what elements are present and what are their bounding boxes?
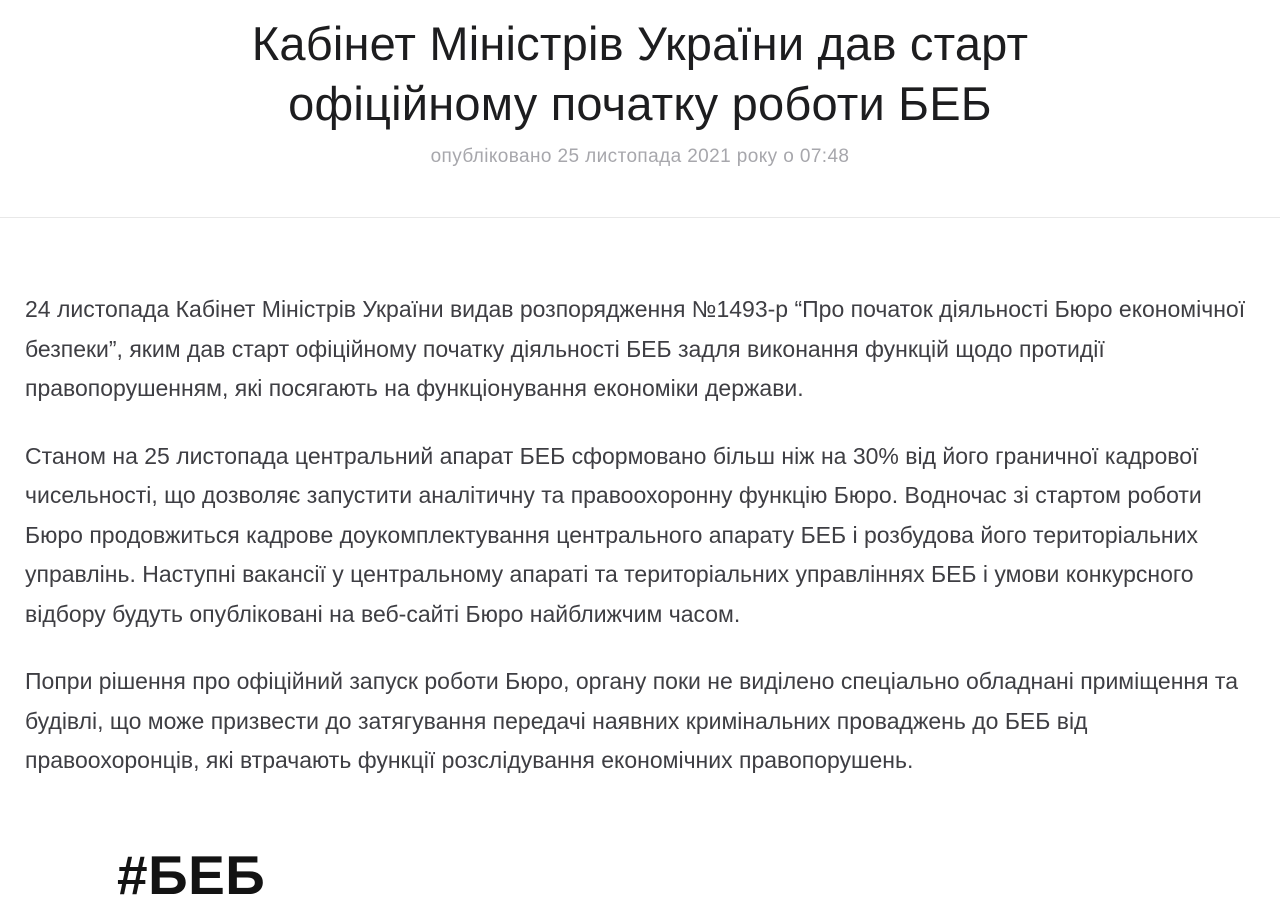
article-paragraph-3: Попри рішення про офіційний запуск роботи Бюро, органу поки не виділено спеціально обладнані приміщення та будівлі, що може призвести до затягування передачі наявних кримінальних проваджень до БЕБ від правоохоронців, які втрачають функції розслідування економічних правопорушень. [25, 668, 1239, 773]
hashtag-label: #БЕБ [117, 843, 266, 906]
publish-date: опубліковано 25 листопада 2021 року о 07:48 [430, 146, 850, 167]
article-title [0, 14, 1280, 134]
article-body [0, 218, 1280, 907]
title-line-1: Кабінет Міністрів України дав старт [251, 17, 1029, 70]
article-paragraph-2: Станом на 25 листопада центральний апарат БЕБ сформовано більш ніж на 30% від його граничної кадрової чисельності, що дозволяє запустити аналітичну та правоохоронну функцію Бюро. Водночас зі стартом роботи Бюро продовжиться кадрове доукомплектування центрального апарату БЕБ і розбудова його територіальних управлінь. Наступні вакансії у центральному апараті та територіальних управліннях БЕБ і умови конкурсного відбору будуть опубліковані на веб-сайті Бюро найближчим часом. [25, 442, 1202, 627]
title-line-2: офіційному початку роботи БЕБ [288, 77, 992, 130]
article-paragraph-1: 24 листопада Кабінет Міністрів України видав розпорядження №1493-р “Про початок діяльності Бюро економічної безпеки”, яким дав старт офіційному початку діяльності БЕБ задля виконання функцій щодо протидії правопорушенням, які посягають на функціонування економіки держави. [25, 296, 1246, 401]
article-header [0, 0, 1280, 168]
